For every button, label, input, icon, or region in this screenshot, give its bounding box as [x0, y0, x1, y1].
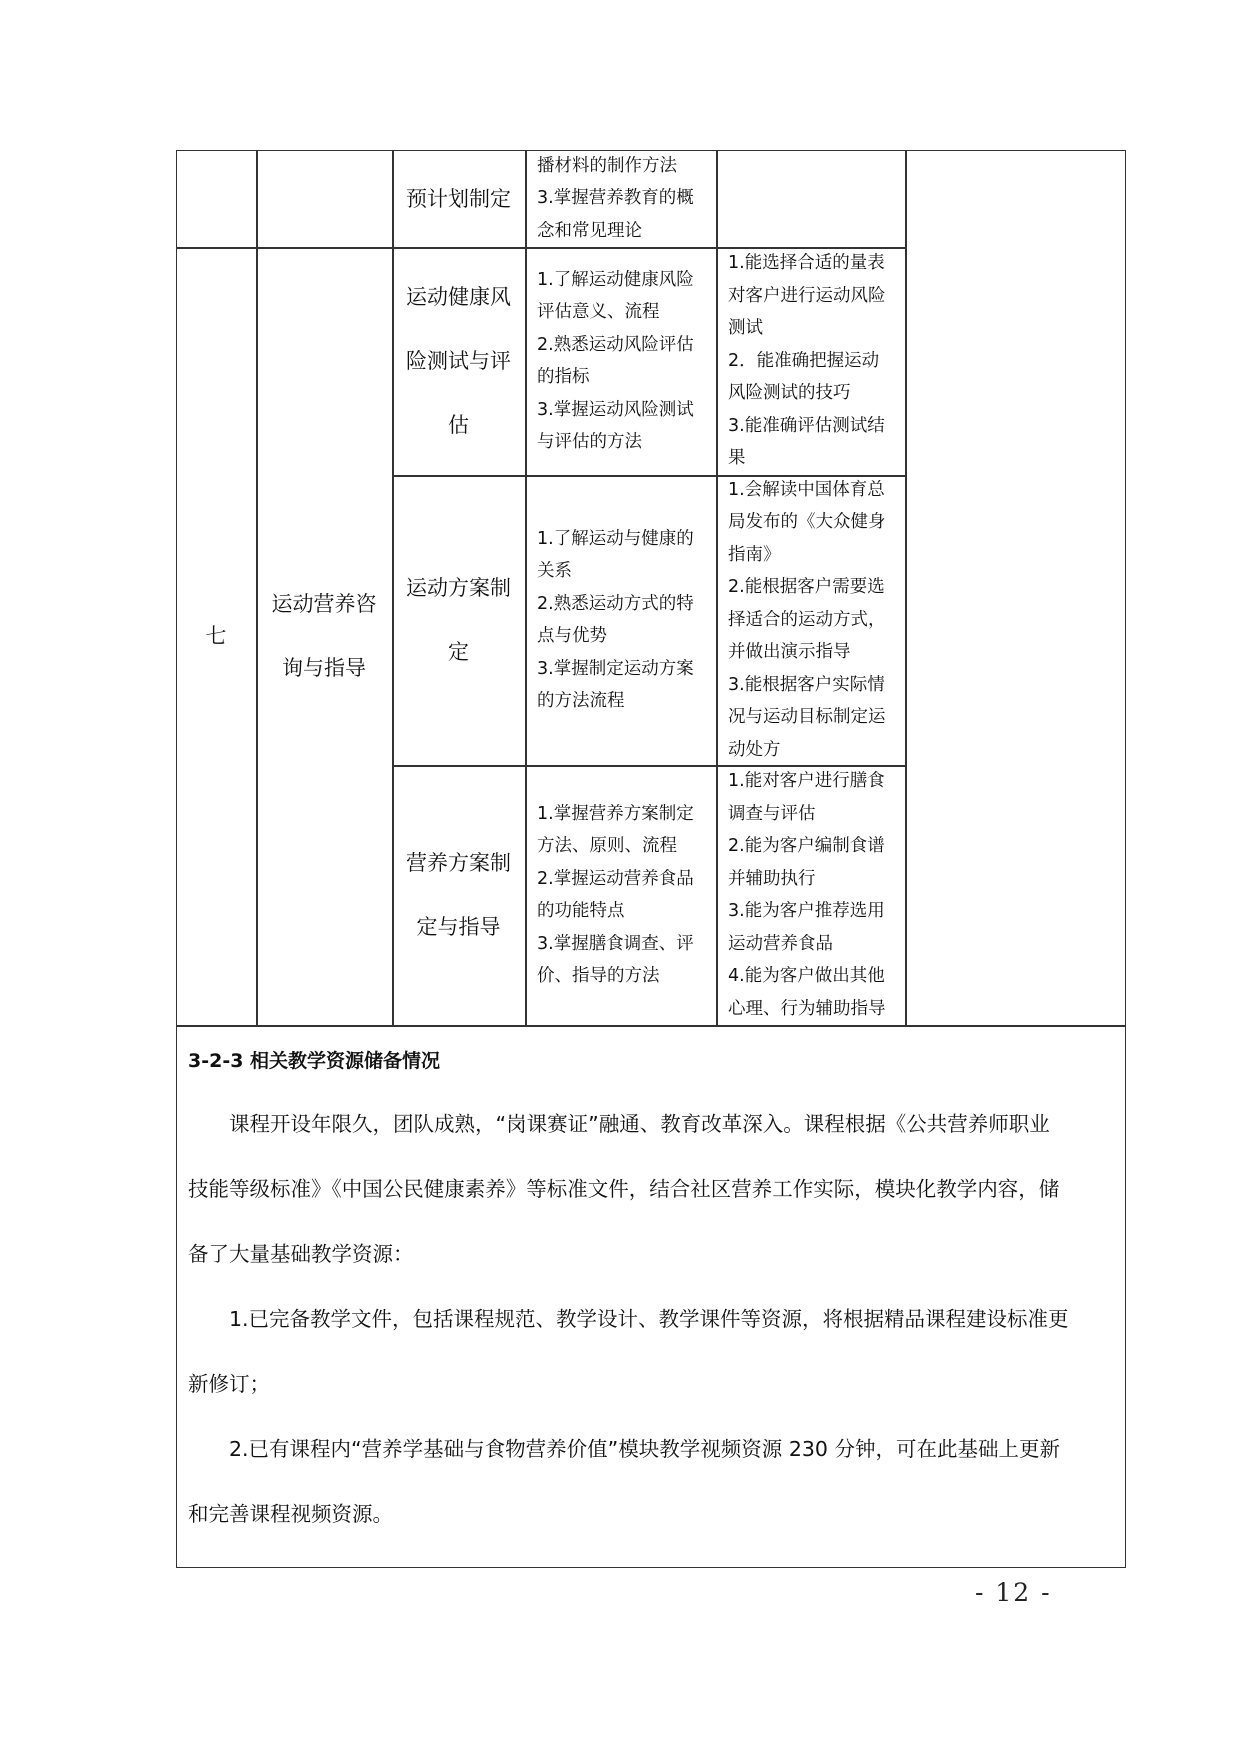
- list-line: 1.了解运动与健康的: [537, 528, 694, 549]
- table-bottom: [176, 1025, 1126, 1027]
- list-line: 动处方: [728, 739, 781, 760]
- cell-sub-item-1: [392, 247, 525, 475]
- paragraph-line: 新修订；: [188, 1372, 270, 1396]
- cell-number: [176, 247, 256, 1025]
- list-line: 1.能对客户进行膳食: [728, 771, 885, 791]
- col-divider-5: [905, 150, 907, 1026]
- cell-knowledge-1: [525, 247, 716, 475]
- list-line: 播材料的制作方法: [537, 155, 677, 176]
- page-number: - 12 -: [975, 1578, 1052, 1607]
- list-line: 并辅助执行: [728, 868, 816, 889]
- cell-skills-2: [716, 475, 905, 765]
- list-line: 3.能根据客户实际情: [728, 674, 885, 695]
- sub-item-line: 运动健康风: [406, 285, 511, 309]
- sub-item-label: [406, 556, 511, 684]
- list-line: 对客户进行运动风险: [728, 285, 886, 306]
- list-line: 念和常见理论: [537, 220, 642, 241]
- list-line: 2.熟悉运动风险评估: [537, 334, 694, 355]
- sub-item-label: [406, 265, 511, 457]
- skills-list: [716, 474, 905, 767]
- skills-list: [716, 765, 905, 1025]
- list-line: 2.能为客户编制食谱: [728, 836, 885, 856]
- list-line: 3.能为客户推荐选用: [728, 901, 885, 921]
- list-line: 与评估的方法: [537, 432, 642, 452]
- cell-skills-3: [716, 765, 905, 1025]
- list-line: 风险测试的技巧: [728, 383, 851, 404]
- sub-item-label: [406, 831, 511, 959]
- knowledge-list: [525, 798, 716, 993]
- paragraph-item-2: [188, 1417, 1118, 1547]
- module-line: 运动营养咨: [271, 592, 377, 616]
- paragraph-item-1: [188, 1287, 1118, 1417]
- module-name: [272, 572, 377, 700]
- list-line: 指南》: [728, 544, 781, 565]
- cell-skills-1: [716, 247, 905, 475]
- row-number: 七: [205, 624, 227, 648]
- list-line: 3.能准确评估测试结: [728, 415, 885, 436]
- sub-item-line: 定与指导: [416, 915, 501, 939]
- knowledge-list: [525, 264, 716, 459]
- list-line: 1.掌握营养方案制定: [537, 803, 694, 824]
- paragraph-intro: [188, 1092, 1118, 1287]
- sub-item-line: 营养方案制: [406, 851, 511, 875]
- list-line: 的指标: [537, 367, 590, 387]
- knowledge-list: [525, 150, 716, 248]
- list-line: 并做出演示指导: [728, 642, 851, 663]
- list-line: 2.能根据客户需要选: [728, 577, 885, 598]
- sub-item-label: 预计划制定: [406, 186, 511, 211]
- knowledge-list: [525, 523, 716, 718]
- list-line: 择适合的运动方式，: [728, 609, 886, 630]
- module-line: 询与指导: [282, 656, 366, 680]
- list-line: 方法、原则、流程: [537, 836, 677, 856]
- list-line: 1.能选择合适的量表: [728, 253, 885, 274]
- list-line: 价、指导的方法: [537, 966, 660, 986]
- list-line: 评估意义、流程: [537, 302, 660, 322]
- list-line: 调查与评估: [728, 803, 816, 824]
- cell-sub-item-2: [392, 475, 525, 765]
- list-line: 运动营养食品: [728, 933, 833, 954]
- skills-list: [716, 247, 905, 475]
- list-line: 况与运动目标制定运: [728, 707, 886, 728]
- paragraph-line: 技能等级标准》《中国公民健康素养》等标准文件，结合社区营养工作实际，模块化教学内容，储: [188, 1177, 1060, 1201]
- list-line: 的功能特点: [537, 901, 625, 921]
- list-line: 关系: [537, 561, 572, 581]
- paragraph-line: 2.已有课程内“营养学基础与食物营养价值”模块教学视频资源 230 分钟，可在此基础上更新: [188, 1437, 1060, 1461]
- list-line: 3.掌握膳食调查、评: [537, 933, 694, 954]
- list-line: 2.掌握运动营养食品: [537, 868, 694, 889]
- list-line: 3.掌握制定运动方案: [537, 658, 694, 679]
- sub-item-line: 定: [448, 640, 469, 664]
- list-line: 心理、行为辅助指导: [728, 998, 886, 1019]
- list-line: 测试: [728, 318, 763, 339]
- sub-item-line: 估: [448, 413, 469, 437]
- cell-module: [256, 247, 392, 1025]
- paragraph-line: 和完善课程视频资源。: [188, 1502, 393, 1526]
- paragraph-line: 备了大量基础教学资源：: [188, 1242, 414, 1266]
- list-line: 的方法流程: [537, 691, 625, 711]
- cell-knowledge-3: [525, 765, 716, 1025]
- sub-item-line: 运动方案制: [406, 576, 511, 600]
- list-line: 2.熟悉运动方式的特: [537, 593, 694, 614]
- list-line: 4.能为客户做出其他: [728, 966, 885, 986]
- cell-sub-item-3: [392, 765, 525, 1025]
- list-line: 1.会解读中国体育总: [728, 479, 885, 500]
- paragraph-line: 课程开设年限久，团队成熟，“岗课赛证”融通、教育改革深入。课程根据《公共营养师职业: [188, 1112, 1050, 1136]
- section-title: 3-2-3 相关教学资源储备情况: [188, 1050, 441, 1072]
- list-line: 果: [728, 448, 746, 469]
- list-line: 局发布的《大众健身: [728, 512, 886, 533]
- list-line: 1.了解运动健康风险: [537, 269, 694, 290]
- sub-item-line: 险测试与评: [406, 349, 511, 373]
- cell-knowledge-2: [525, 475, 716, 765]
- list-line: 3.掌握营养教育的概: [537, 188, 694, 209]
- list-line: 3.掌握运动风险测试: [537, 399, 694, 420]
- list-line: 点与优势: [537, 626, 607, 646]
- cell-knowledge-top: [525, 150, 716, 247]
- list-line: 2．能准确把握运动: [728, 350, 880, 371]
- paragraph-line: 1.已完备教学文件，包括课程规范、教学设计、教学课件等资源，将根据精品课程建设标准更: [188, 1307, 1069, 1331]
- cell-sub-item-top: [392, 150, 525, 247]
- resource-section: [188, 1030, 1118, 1547]
